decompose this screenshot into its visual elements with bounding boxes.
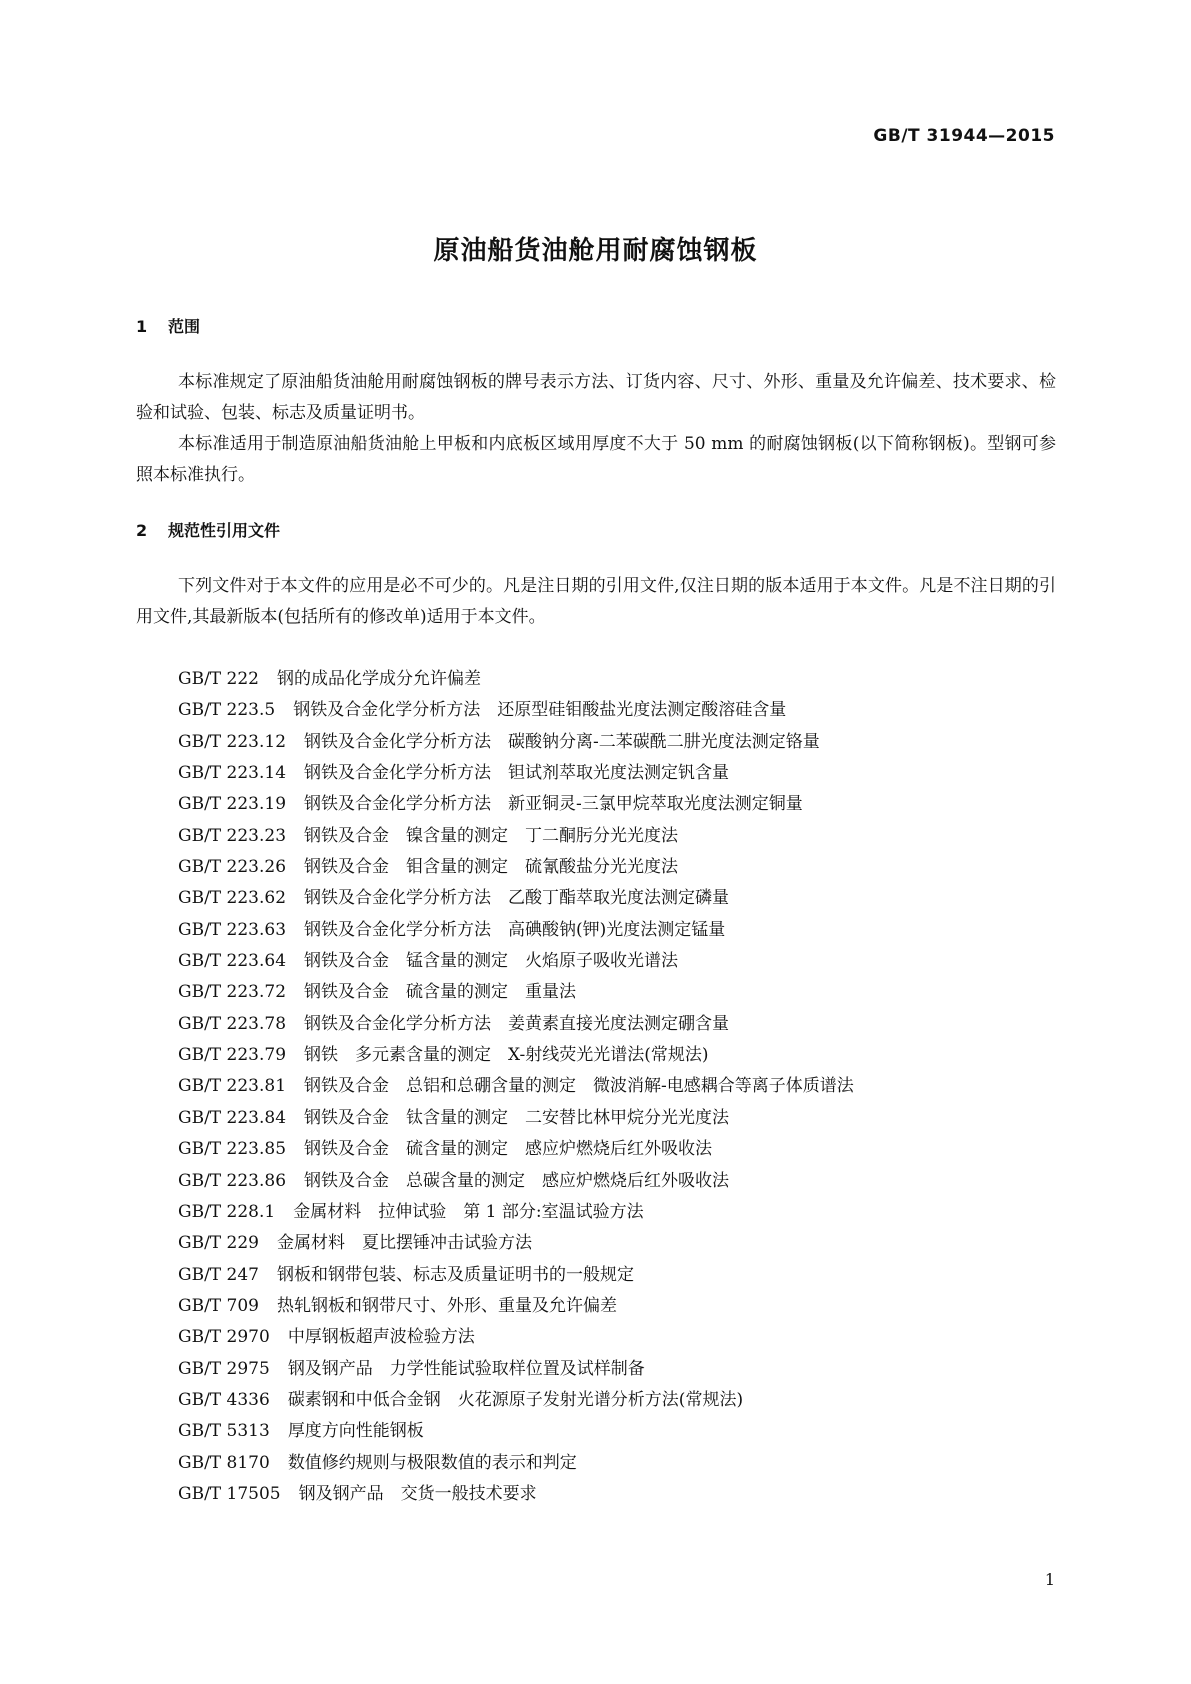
reference-title: 钢铁 多元素含量的测定 X-射线荧光光谱法(常规法) (304, 1045, 709, 1066)
reference-item (178, 852, 854, 883)
reference-item (178, 1448, 854, 1479)
reference-item (178, 1479, 854, 1510)
reference-code: GB/T 247 (178, 1264, 259, 1285)
reference-title: 钢铁及合金化学分析方法 钽试剂萃取光度法测定钒含量 (304, 763, 730, 784)
reference-code: GB/T 223.19 (178, 794, 287, 815)
reference-code: GB/T 228.1 (178, 1201, 276, 1222)
section-heading-normative-references (136, 518, 280, 541)
reference-title: 钢铁及合金化学分析方法 高碘酸钠(钾)光度法测定锰量 (304, 919, 726, 940)
reference-code: GB/T 223.72 (178, 982, 287, 1003)
reference-code: GB/T 2970 (178, 1327, 270, 1348)
references-intro-paragraph: 下列文件对于本文件的应用是必不可少的。凡是注日期的引用文件,仅注日期的版本适用于本文件。凡是不注日期的引用文件,其最新版本(包括所有的修改单)适用于本文件。 (136, 576, 1056, 627)
standard-number: GB/T 31944—2015 (873, 126, 1055, 146)
reference-item (178, 1228, 854, 1259)
reference-code: GB/T 223.5 (178, 700, 276, 721)
reference-item (178, 1354, 854, 1385)
reference-title: 钢的成品化学成分允许偏差 (277, 669, 481, 689)
section-number: 1 (136, 317, 148, 336)
reference-title: 钢铁及合金 硫含量的测定 重量法 (304, 982, 577, 1003)
reference-item (178, 1103, 854, 1134)
scope-paragraph: 本标准适用于制造原油船货油舱上甲板和内底板区域用厚度不大于 50 mm 的耐腐蚀钢板(以下简称钢板)。型钢可参照本标准执行。 (136, 434, 1056, 485)
reference-code: GB/T 222 (178, 669, 259, 689)
reference-title: 金属材料 拉伸试验 第 1 部分:室温试验方法 (293, 1201, 644, 1222)
reference-code: GB/T 8170 (178, 1452, 270, 1473)
reference-item (178, 695, 854, 726)
reference-item (178, 789, 854, 820)
reference-item (178, 1040, 854, 1071)
reference-title: 热轧钢板和钢带尺寸、外形、重量及允许偏差 (277, 1295, 617, 1316)
reference-title: 钢铁及合金化学分析方法 姜黄素直接光度法测定硼含量 (304, 1013, 730, 1034)
reference-item (178, 1416, 854, 1447)
reference-code: GB/T 223.78 (178, 1013, 287, 1034)
reference-title: 钢铁及合金 钛含量的测定 二安替比林甲烷分光光度法 (304, 1107, 730, 1128)
section-title: 规范性引用文件 (168, 521, 281, 540)
reference-title: 钢铁及合金化学分析方法 还原型硅钼酸盐光度法测定酸溶硅含量 (293, 700, 787, 721)
reference-item (178, 727, 854, 758)
reference-code: GB/T 223.12 (178, 731, 287, 752)
reference-item (178, 1385, 854, 1416)
document-title: 原油船货油舱用耐腐蚀钢板 (433, 236, 758, 266)
reference-code: GB/T 223.81 (178, 1076, 287, 1097)
reference-title: 钢及钢产品 交货一般技术要求 (298, 1483, 537, 1504)
reference-title: 碳素钢和中低合金钢 火花源原子发射光谱分析方法(常规法) (287, 1389, 744, 1410)
reference-item (178, 1071, 854, 1102)
reference-item (178, 1197, 854, 1228)
reference-item (178, 1322, 854, 1353)
reference-item (178, 664, 854, 695)
reference-code: GB/T 223.62 (178, 888, 287, 909)
reference-code: GB/T 229 (178, 1233, 259, 1254)
reference-title: 钢铁及合金化学分析方法 新亚铜灵-三氯甲烷萃取光度法测定铜量 (304, 794, 803, 815)
reference-title: 厚度方向性能钢板 (287, 1421, 424, 1442)
reference-code: GB/T 17505 (178, 1483, 281, 1504)
reference-title: 钢铁及合金化学分析方法 乙酸丁酯萃取光度法测定磷量 (304, 888, 730, 909)
reference-title: 中厚钢板超声波检验方法 (287, 1327, 475, 1348)
reference-item (178, 1260, 854, 1291)
reference-code: GB/T 223.86 (178, 1170, 287, 1191)
reference-code: GB/T 223.26 (178, 857, 287, 878)
reference-code: GB/T 223.85 (178, 1139, 287, 1160)
reference-code: GB/T 223.84 (178, 1107, 287, 1128)
reference-title: 数值修约规则与极限数值的表示和判定 (287, 1452, 577, 1473)
section-title: 范围 (168, 317, 201, 336)
reference-code: GB/T 223.14 (178, 763, 287, 784)
reference-item (178, 915, 854, 946)
reference-item (178, 1291, 854, 1322)
reference-item (178, 1166, 854, 1197)
reference-code: GB/T 709 (178, 1295, 259, 1316)
reference-code: GB/T 223.63 (178, 919, 287, 940)
reference-code: GB/T 223.79 (178, 1045, 287, 1066)
reference-code: GB/T 2975 (178, 1358, 270, 1379)
section-number: 2 (136, 521, 148, 540)
section-heading-scope (136, 314, 200, 337)
reference-title: 钢铁及合金 硫含量的测定 感应炉燃烧后红外吸收法 (304, 1139, 713, 1160)
reference-code: GB/T 223.64 (178, 951, 287, 972)
reference-item (178, 758, 854, 789)
reference-list (178, 664, 854, 1510)
reference-code: GB/T 223.23 (178, 825, 287, 846)
reference-item (178, 883, 854, 914)
reference-title: 钢铁及合金 钼含量的测定 硫氰酸盐分光光度法 (304, 857, 679, 878)
reference-title: 金属材料 夏比摆锤冲击试验方法 (277, 1233, 532, 1254)
reference-title: 钢板和钢带包装、标志及质量证明书的一般规定 (277, 1264, 634, 1285)
reference-item (178, 946, 854, 977)
reference-item (178, 1134, 854, 1165)
reference-item (178, 1009, 854, 1040)
reference-title: 钢铁及合金 锰含量的测定 火焰原子吸收光谱法 (304, 951, 679, 972)
reference-item (178, 821, 854, 852)
reference-code: GB/T 4336 (178, 1389, 270, 1410)
reference-title: 钢铁及合金 镍含量的测定 丁二酮肟分光光度法 (304, 825, 679, 846)
reference-title: 钢及钢产品 力学性能试验取样位置及试样制备 (287, 1358, 645, 1379)
reference-title: 钢铁及合金 总铝和总硼含量的测定 微波消解-电感耦合等离子体质谱法 (304, 1076, 854, 1097)
reference-title: 钢铁及合金 总碳含量的测定 感应炉燃烧后红外吸收法 (304, 1170, 730, 1191)
reference-title: 钢铁及合金化学分析方法 碳酸钠分离-二苯碳酰二肼光度法测定铬量 (304, 731, 820, 752)
reference-code: GB/T 5313 (178, 1421, 270, 1442)
reference-item (178, 977, 854, 1008)
scope-paragraph: 本标准规定了原油船货油舱用耐腐蚀钢板的牌号表示方法、订货内容、尺寸、外形、重量及允许偏差、技术要求、检验和试验、包装、标志及质量证明书。 (136, 372, 1056, 423)
page-number: 1 (1044, 1570, 1055, 1589)
